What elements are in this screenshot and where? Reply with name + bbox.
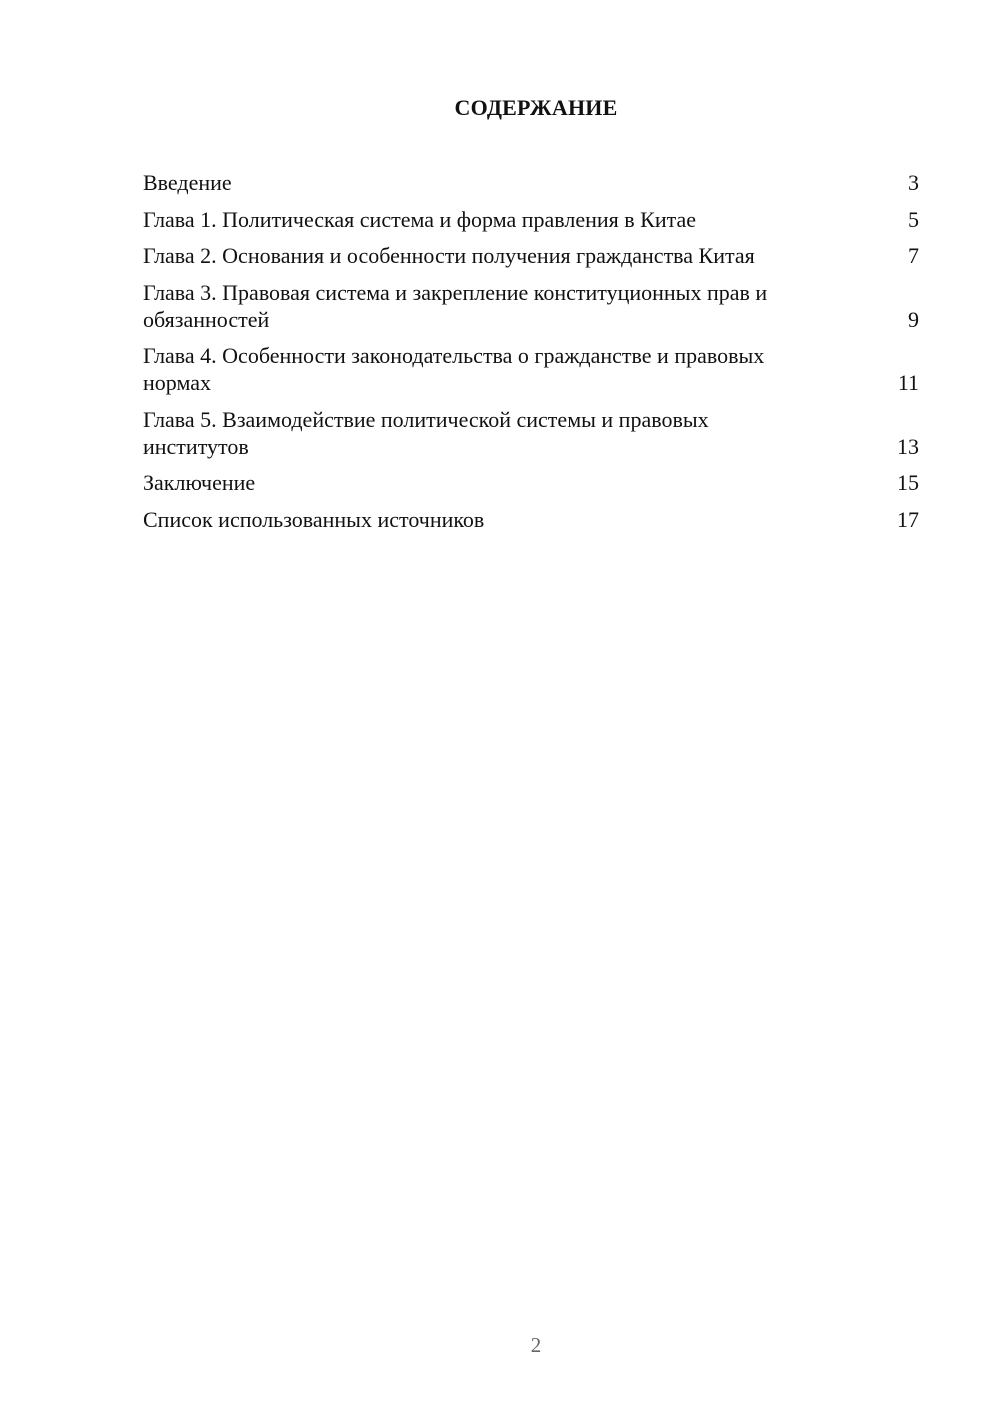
toc-entry-page: 5 [908,206,919,232]
toc-entry-chapter-4 [143,342,919,396]
toc-entry-text: Глава 3. Правовая система и закрепление конституционных прав и обязанностей [143,279,768,332]
toc-entry-chapter-5 [143,406,919,460]
toc-entry-chapter-3 [143,279,919,333]
toc-entry-introduction [143,169,919,196]
toc-entry-page: 11 [897,370,919,395]
table-of-contents [143,169,919,542]
toc-entry-text: Список использованных источников [143,506,485,532]
toc-entry-text: Глава 1. Политическая система и форма правления в Китае [143,206,697,232]
toc-entry-text: Глава 5. Взаимодействие политической системы и правовых институтов [143,406,709,459]
toc-entry-text: Заключение [143,470,256,495]
toc-entry-chapter-1 [143,206,919,233]
toc-entry-page: 13 [897,433,919,459]
page-number: 2 [530,1333,542,1357]
toc-entry-references [143,506,919,533]
toc-entry-text: Глава 4. Особенности законодательства о гражданстве и правовых нормах [143,343,765,395]
toc-entry-text: Введение [143,170,232,195]
toc-title: СОДЕРЖАНИЕ [454,95,618,120]
toc-entry-conclusion [143,469,919,496]
toc-entry-page: 9 [908,306,919,332]
toc-entry-page: 17 [897,506,919,532]
toc-entry-page: 7 [908,243,919,268]
toc-entry-chapter-2 [143,242,919,269]
toc-entry-text: Глава 2. Основания и особенности получения гражданства Китая [143,243,755,268]
toc-entry-page: 15 [897,470,919,495]
toc-entry-page: 3 [908,170,919,195]
